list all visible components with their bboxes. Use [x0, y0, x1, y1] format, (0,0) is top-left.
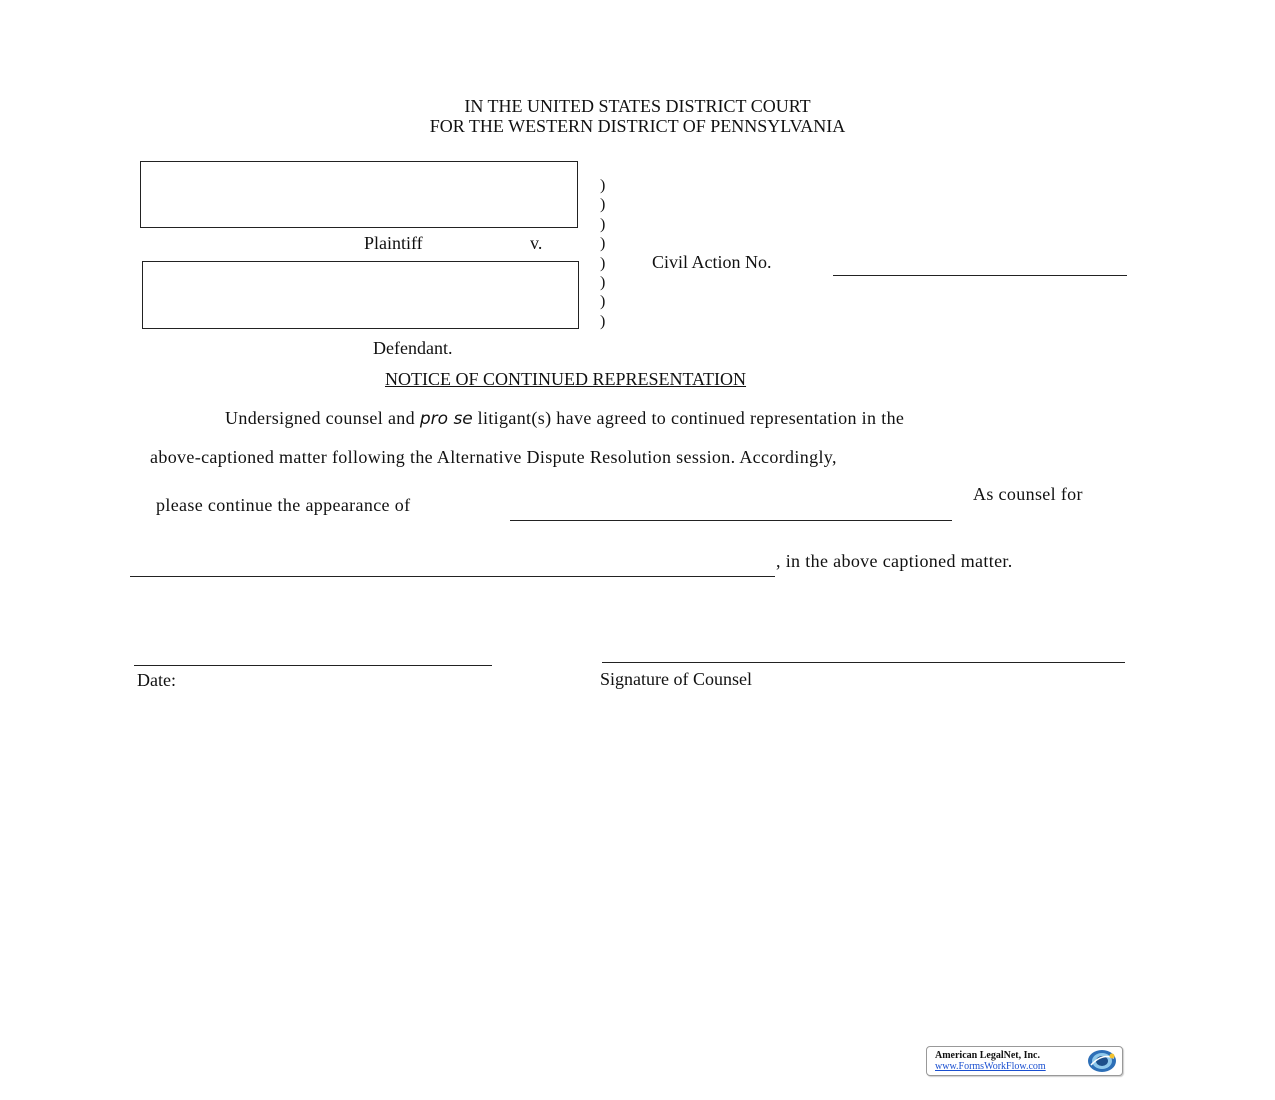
- publisher-link[interactable]: www.FormsWorkFlow.com: [935, 1061, 1046, 1072]
- signature-label: Signature of Counsel: [600, 669, 752, 689]
- caption-paren: ): [600, 235, 606, 253]
- body-line-3: please continue the appearance of: [156, 495, 411, 515]
- caption-paren: ): [600, 312, 606, 330]
- caption-paren: ): [600, 177, 606, 194]
- plaintiff-label: Plaintiff: [364, 233, 423, 253]
- civil-action-label: Civil Action No.: [652, 252, 772, 272]
- pro-se-text: pro se: [419, 409, 473, 429]
- body-line-1: [225, 408, 904, 429]
- versus-label: v.: [530, 233, 543, 253]
- globe-logo-icon: [1085, 1049, 1119, 1073]
- defendant-name-field[interactable]: [142, 261, 579, 329]
- court-name: IN THE UNITED STATES DISTRICT COURT: [464, 96, 811, 116]
- body-line-4: , in the above captioned matter.: [776, 551, 1013, 571]
- as-counsel-for-text: As counsel for: [973, 484, 1083, 504]
- date-field[interactable]: [134, 665, 492, 666]
- caption-paren: ): [600, 196, 606, 214]
- date-label: Date:: [137, 670, 176, 690]
- publisher-name: American LegalNet, Inc.: [935, 1050, 1040, 1061]
- caption-paren: ): [600, 274, 606, 292]
- notice-title: NOTICE OF CONTINUED REPRESENTATION: [385, 369, 747, 389]
- civil-action-number-field[interactable]: [833, 275, 1127, 276]
- defendant-label: Defendant.: [373, 338, 453, 358]
- caption-divider: [600, 176, 605, 331]
- caption-paren: ): [600, 215, 606, 233]
- plaintiff-name-field[interactable]: [140, 161, 578, 228]
- signature-field[interactable]: [602, 662, 1125, 663]
- body-text: litigant(s) have agreed to continued representation in the: [472, 408, 905, 428]
- court-district: FOR THE WESTERN DISTRICT OF PENNSYLVANIA: [429, 116, 846, 136]
- counsel-name-field[interactable]: [510, 520, 952, 521]
- body-line-2: above-captioned matter following the Alternative Dispute Resolution session. Accordingly,: [150, 447, 837, 467]
- publisher-badge: [926, 1046, 1123, 1076]
- client-name-field[interactable]: [130, 576, 775, 577]
- body-text: Undersigned counsel and: [225, 408, 420, 428]
- caption-paren: ): [600, 293, 606, 311]
- caption-paren: ): [600, 254, 606, 272]
